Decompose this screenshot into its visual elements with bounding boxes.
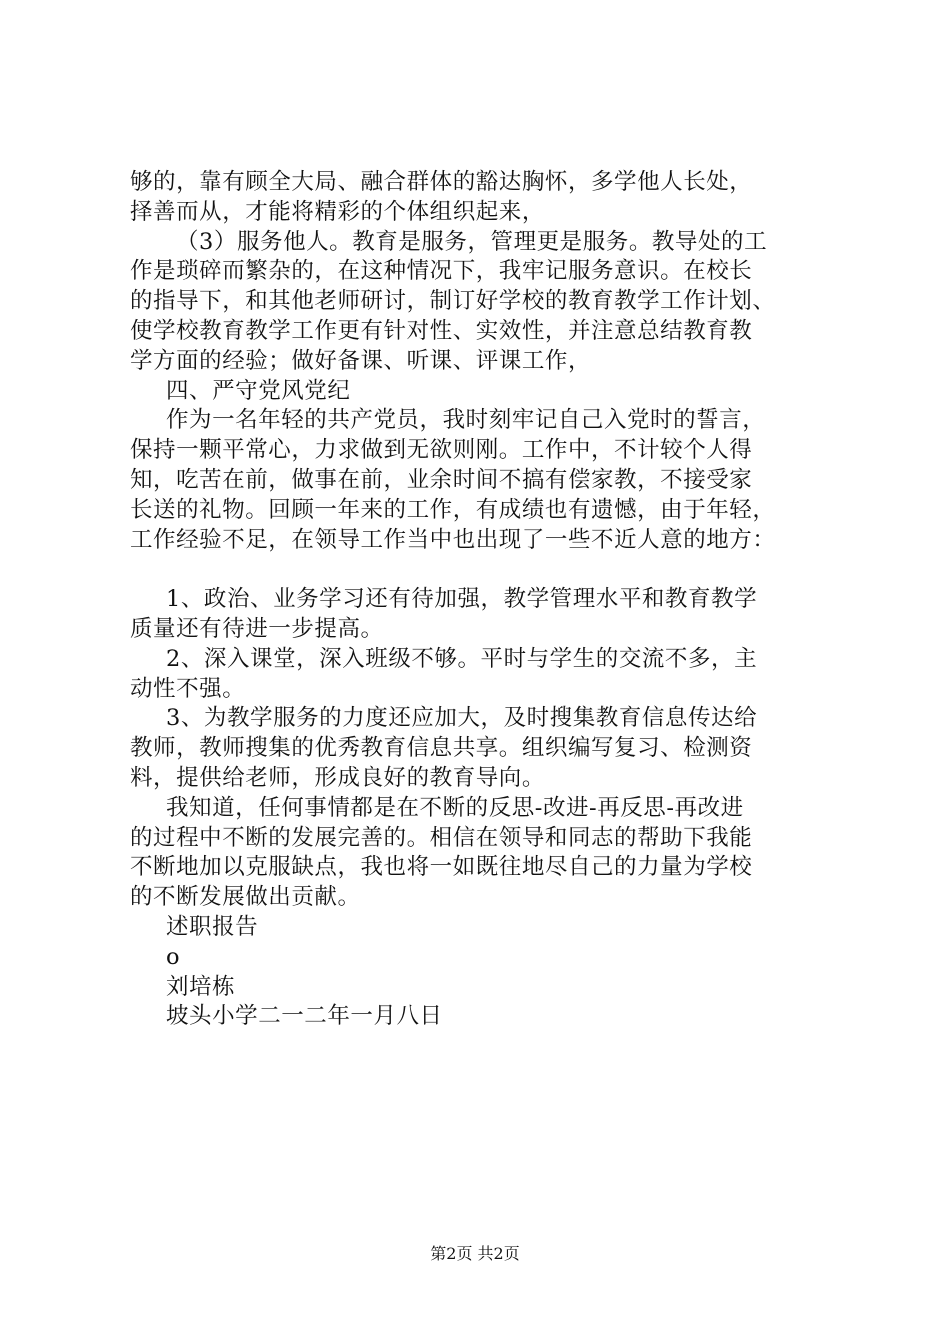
text-line: 的指导下，和其他老师研讨，制订好学校的教育教学工作计划、 (130, 288, 776, 315)
author-name: 刘培栋 (166, 973, 236, 1000)
text-line: 的不断发展做出贡献。 (130, 884, 361, 911)
text-line: 不断地加以克服缺点，我也将一如既往地尽自己的力量为学校 (130, 854, 753, 881)
text-line: 知，吃苦在前，做事在前，业余时间不搞有偿家教，不接受家 (130, 466, 753, 493)
text-line: （3）服务他人。教育是服务，管理更是服务。教导处的工 (176, 228, 768, 255)
text-line: 长送的礼物。回顾一年来的工作，有成绩也有遗憾，由于年轻， (130, 496, 776, 523)
page-number: 第2页 共2页 (430, 1244, 520, 1263)
text-line: 动性不强。 (130, 675, 246, 702)
text-line: 作为一名年轻的共产党员，我时刻牢记自己入党时的誓言， (166, 407, 766, 434)
text-line: o (166, 943, 181, 970)
signature-date: 坡头小学二一二年一月八日 (166, 1003, 443, 1030)
text-line: 够的，靠有顾全大局、融合群体的豁达胸怀，多学他人长处， (130, 169, 753, 195)
list-item: 2、深入课堂，深入班级不够。平时与学生的交流不多，主 (166, 645, 758, 672)
text-line: 保持一颗平常心，力求做到无欲则刚。工作中，不计较个人得 (130, 437, 753, 464)
list-item: 1、政治、业务学习还有待加强，教学管理水平和教育教学 (166, 586, 758, 613)
text-line: 工作经验不足，在领导工作当中也出现了一些不近人意的地方： (130, 526, 776, 553)
document-body (130, 168, 850, 1032)
text-line: 我知道，任何事情都是在不断的反思-改进-再反思-再改进 (166, 794, 744, 821)
list-item: 3、为教学服务的力度还应加大，及时搜集教育信息传达给 (166, 705, 758, 732)
text-line: 择善而从，才能将精彩的个体组织起来， (130, 198, 545, 225)
text-line: 作是琐碎而繁杂的，在这种情况下，我牢记服务意识。在校长 (130, 258, 753, 285)
report-title: 述职报告 (166, 913, 259, 940)
text-line: 使学校教育教学工作更有针对性、实效性，并注意总结教育教 (130, 317, 753, 344)
text-line: 的过程中不断的发展完善的。相信在领导和同志的帮助下我能 (130, 824, 753, 851)
section-heading: 四、严守党风党纪 (166, 377, 351, 404)
text-line: 教师，教师搜集的优秀教育信息共享。组织编写复习、检测资 (130, 735, 753, 762)
text-line: 学方面的经验；做好备课、听课、评课工作， (130, 347, 592, 374)
text-line: 质量还有待进一步提高。 (130, 615, 384, 642)
blank-line (130, 555, 850, 585)
text-line: 料，提供给老师，形成良好的教育导向。 (130, 764, 545, 791)
